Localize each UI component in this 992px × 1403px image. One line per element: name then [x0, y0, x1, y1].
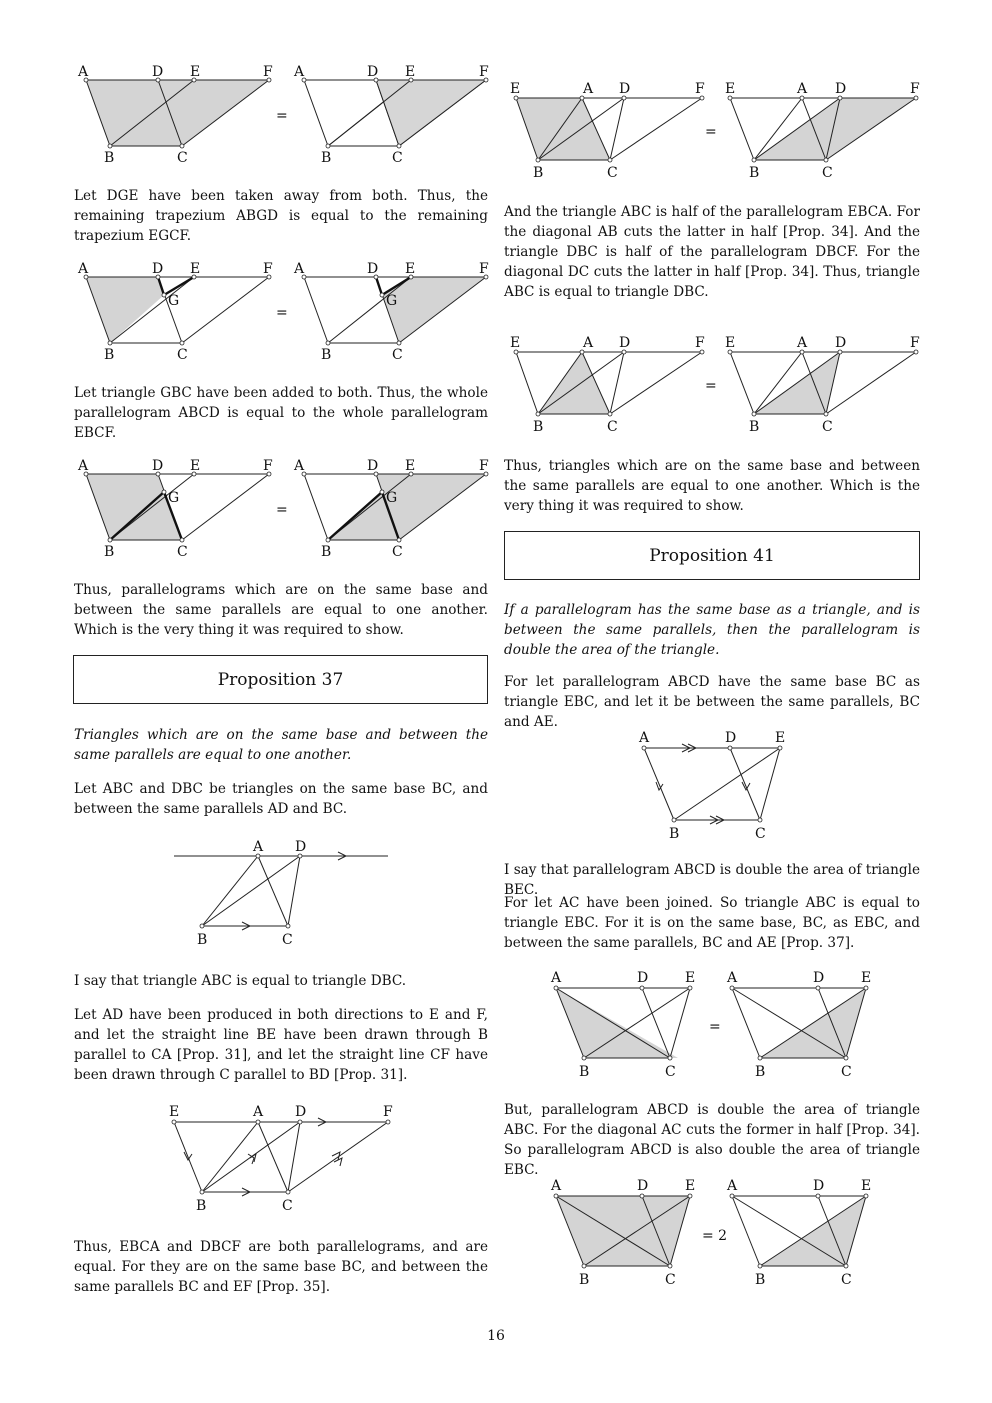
label-g: G	[168, 490, 180, 506]
label-f: F	[479, 64, 489, 80]
page-number: 16	[487, 1328, 505, 1344]
label-c: C	[841, 1272, 852, 1288]
proposition-41-heading: Proposition 41	[504, 531, 920, 580]
proposition-41-statement: If a parallelogram has the same base as a triangle, and is between the same parallels, then the parallelogram is double the area of the triangle.	[504, 602, 920, 658]
label-c: C	[177, 544, 188, 560]
label-b: B	[321, 347, 332, 363]
label-c: C	[177, 150, 188, 166]
label-e: E	[510, 81, 521, 97]
left-paragraph-5: I say that triangle ABC is equal to triangle DBC.	[74, 973, 407, 989]
label-b: B	[533, 419, 544, 435]
label-d: D	[835, 81, 847, 97]
label-c: C	[665, 1272, 676, 1288]
label-a: A	[78, 64, 89, 80]
label-b: B	[749, 419, 760, 435]
label-a: A	[294, 458, 305, 474]
label-e: E	[405, 458, 416, 474]
label-d: D	[295, 839, 307, 855]
label-d: D	[619, 335, 631, 351]
label-a: A	[727, 1178, 738, 1194]
label-c: C	[282, 932, 293, 948]
label-e: E	[405, 64, 416, 80]
equals-sign: =	[276, 108, 288, 124]
label-e: E	[190, 458, 201, 474]
label-d: D	[367, 261, 379, 277]
equals-sign: =	[705, 124, 717, 140]
label-b: B	[321, 544, 332, 560]
label-d: D	[152, 458, 164, 474]
label-a: A	[294, 64, 305, 80]
label-a: A	[727, 970, 738, 986]
label-a: A	[78, 458, 89, 474]
label-d: D	[619, 81, 631, 97]
label-d: D	[152, 64, 164, 80]
label-a: A	[583, 335, 594, 351]
label-b: B	[196, 1198, 207, 1214]
label-c: C	[665, 1064, 676, 1080]
right-paragraph-5: For let AC have been joined. So triangle ABC is equal to triangle EBC. For it is on the same base, BC, as EBC, and between the same parallels, BC and AE [Prop. 37].	[504, 895, 920, 951]
label-a: A	[797, 335, 808, 351]
figure-l4	[170, 836, 400, 946]
label-c: C	[392, 150, 403, 166]
figure-l1	[74, 62, 494, 172]
label-c: C	[392, 544, 403, 560]
label-b: B	[197, 932, 208, 948]
label-b: B	[755, 1272, 766, 1288]
label-e: E	[861, 970, 872, 986]
label-b: B	[321, 150, 332, 166]
left-paragraph-3: Thus, parallelograms which are on the same base and between the same parallels are equal to one another. Which is the very thing it was required to show.	[74, 582, 488, 638]
label-b: B	[749, 165, 760, 181]
equals-sign: =	[705, 378, 717, 394]
right-paragraph-6: But, parallelogram ABCD is double the area of triangle ABC. For the diagonal AC cuts the former in half [Prop. 34]. So parallelogram ABCD is also double the area of triangle EBC.	[504, 1102, 920, 1178]
label-a: A	[797, 81, 808, 97]
proposition-37-statement: Triangles which are on the same base and between the same parallels are equal to one another.	[74, 727, 488, 763]
left-paragraph-7: Thus, EBCA and DBCF are both parallelograms, and are equal. For they are on the same base BC, and between the same parallels BC and EF [Prop. 35].	[74, 1239, 488, 1295]
left-paragraph-4: Let ABC and DBC be triangles on the same base BC, and between the same parallels AD and BC.	[74, 781, 488, 817]
equals-sign: =	[709, 1019, 721, 1035]
figure-r4	[548, 968, 878, 1080]
label-c: C	[607, 419, 618, 435]
label-f: F	[263, 458, 273, 474]
label-d: D	[152, 261, 164, 277]
label-b: B	[104, 150, 115, 166]
label-e: E	[685, 1178, 696, 1194]
label-c: C	[822, 419, 833, 435]
label-d: D	[835, 335, 847, 351]
label-e: E	[510, 335, 521, 351]
label-d: D	[813, 970, 825, 986]
label-e: E	[725, 81, 736, 97]
label-c: C	[607, 165, 618, 181]
label-c: C	[841, 1064, 852, 1080]
right-paragraph-3: For let parallelogram ABCD have the same base BC as triangle EBC, and let it be between the same parallels, BC and AE.	[504, 674, 920, 730]
label-d: D	[813, 1178, 825, 1194]
label-g: G	[386, 293, 398, 309]
right-paragraph-1: And the triangle ABC is half of the parallelogram EBCA. For the diagonal AB cuts the latter in half [Prop. 34]. And the triangle DBC is half of the parallelogram DBCF. For the diagonal DC cuts the latter in half [Prop. 34]. Thus, triangle ABC is equal to triangle DBC.	[504, 204, 920, 300]
label-a: A	[78, 261, 89, 277]
label-f: F	[910, 81, 920, 97]
label-d: D	[637, 970, 649, 986]
label-f: F	[695, 81, 705, 97]
right-paragraph-2: Thus, triangles which are on the same base and between the same parallels are equal to one another. Which is the very thing it was required to show.	[504, 458, 920, 514]
label-b: B	[579, 1272, 590, 1288]
label-c: C	[755, 826, 766, 842]
label-f: F	[910, 335, 920, 351]
label-g: G	[386, 490, 398, 506]
label-d: D	[367, 64, 379, 80]
label-f: F	[479, 261, 489, 277]
figure-r3	[636, 728, 806, 843]
figure-r1	[506, 80, 926, 190]
label-e: E	[685, 970, 696, 986]
label-f: F	[263, 64, 273, 80]
figure-l3	[74, 456, 494, 566]
equals-sign: =	[276, 305, 288, 321]
label-a: A	[253, 839, 264, 855]
label-a: A	[253, 1104, 264, 1120]
left-paragraph-1: Let DGE have been taken away from both. Thus, the remaining trapezium ABGD is equal to the remaining trapezium EGCF.	[74, 188, 488, 244]
label-d: D	[637, 1178, 649, 1194]
label-f: F	[263, 261, 273, 277]
label-b: B	[579, 1064, 590, 1080]
label-e: E	[861, 1178, 872, 1194]
proposition-37-heading: Proposition 37	[73, 655, 488, 704]
label-e: E	[725, 335, 736, 351]
figure-r2	[506, 334, 926, 444]
label-d: D	[725, 730, 737, 746]
label-b: B	[533, 165, 544, 181]
equals-sign: =	[276, 502, 288, 518]
label-c: C	[392, 347, 403, 363]
label-c: C	[282, 1198, 293, 1214]
label-a: A	[639, 730, 650, 746]
label-b: B	[755, 1064, 766, 1080]
label-c: C	[177, 347, 188, 363]
double-sign: = 2	[702, 1228, 728, 1244]
label-a: A	[551, 970, 562, 986]
left-paragraph-6: Let AD have been produced in both directions to E and F, and let the straight line BE have been drawn through B parallel to CA [Prop. 31], and let the straight line CF have been drawn through C parallel to BD [Prop. 31].	[74, 1007, 488, 1083]
figure-r5	[548, 1176, 878, 1288]
label-f: F	[383, 1104, 393, 1120]
label-a: A	[294, 261, 305, 277]
figure-l2	[74, 259, 494, 369]
label-e: E	[169, 1104, 180, 1120]
label-b: B	[669, 826, 680, 842]
label-e: E	[405, 261, 416, 277]
label-g: G	[168, 293, 180, 309]
label-b: B	[104, 347, 115, 363]
label-b: B	[104, 544, 115, 560]
label-a: A	[551, 1178, 562, 1194]
label-d: D	[295, 1104, 307, 1120]
label-a: A	[583, 81, 594, 97]
label-f: F	[479, 458, 489, 474]
label-e: E	[775, 730, 786, 746]
label-d: D	[367, 458, 379, 474]
left-paragraph-2: Let triangle GBC have been added to both. Thus, the whole parallelogram ABCD is equal to the whole parallelogram EBCF.	[74, 385, 488, 441]
label-c: C	[822, 165, 833, 181]
label-f: F	[695, 335, 705, 351]
figure-l5	[166, 1100, 396, 1215]
right-paragraph-4: I say that parallelogram ABCD is double the area of triangle BEC.	[504, 862, 920, 898]
label-e: E	[190, 64, 201, 80]
label-e: E	[190, 261, 201, 277]
